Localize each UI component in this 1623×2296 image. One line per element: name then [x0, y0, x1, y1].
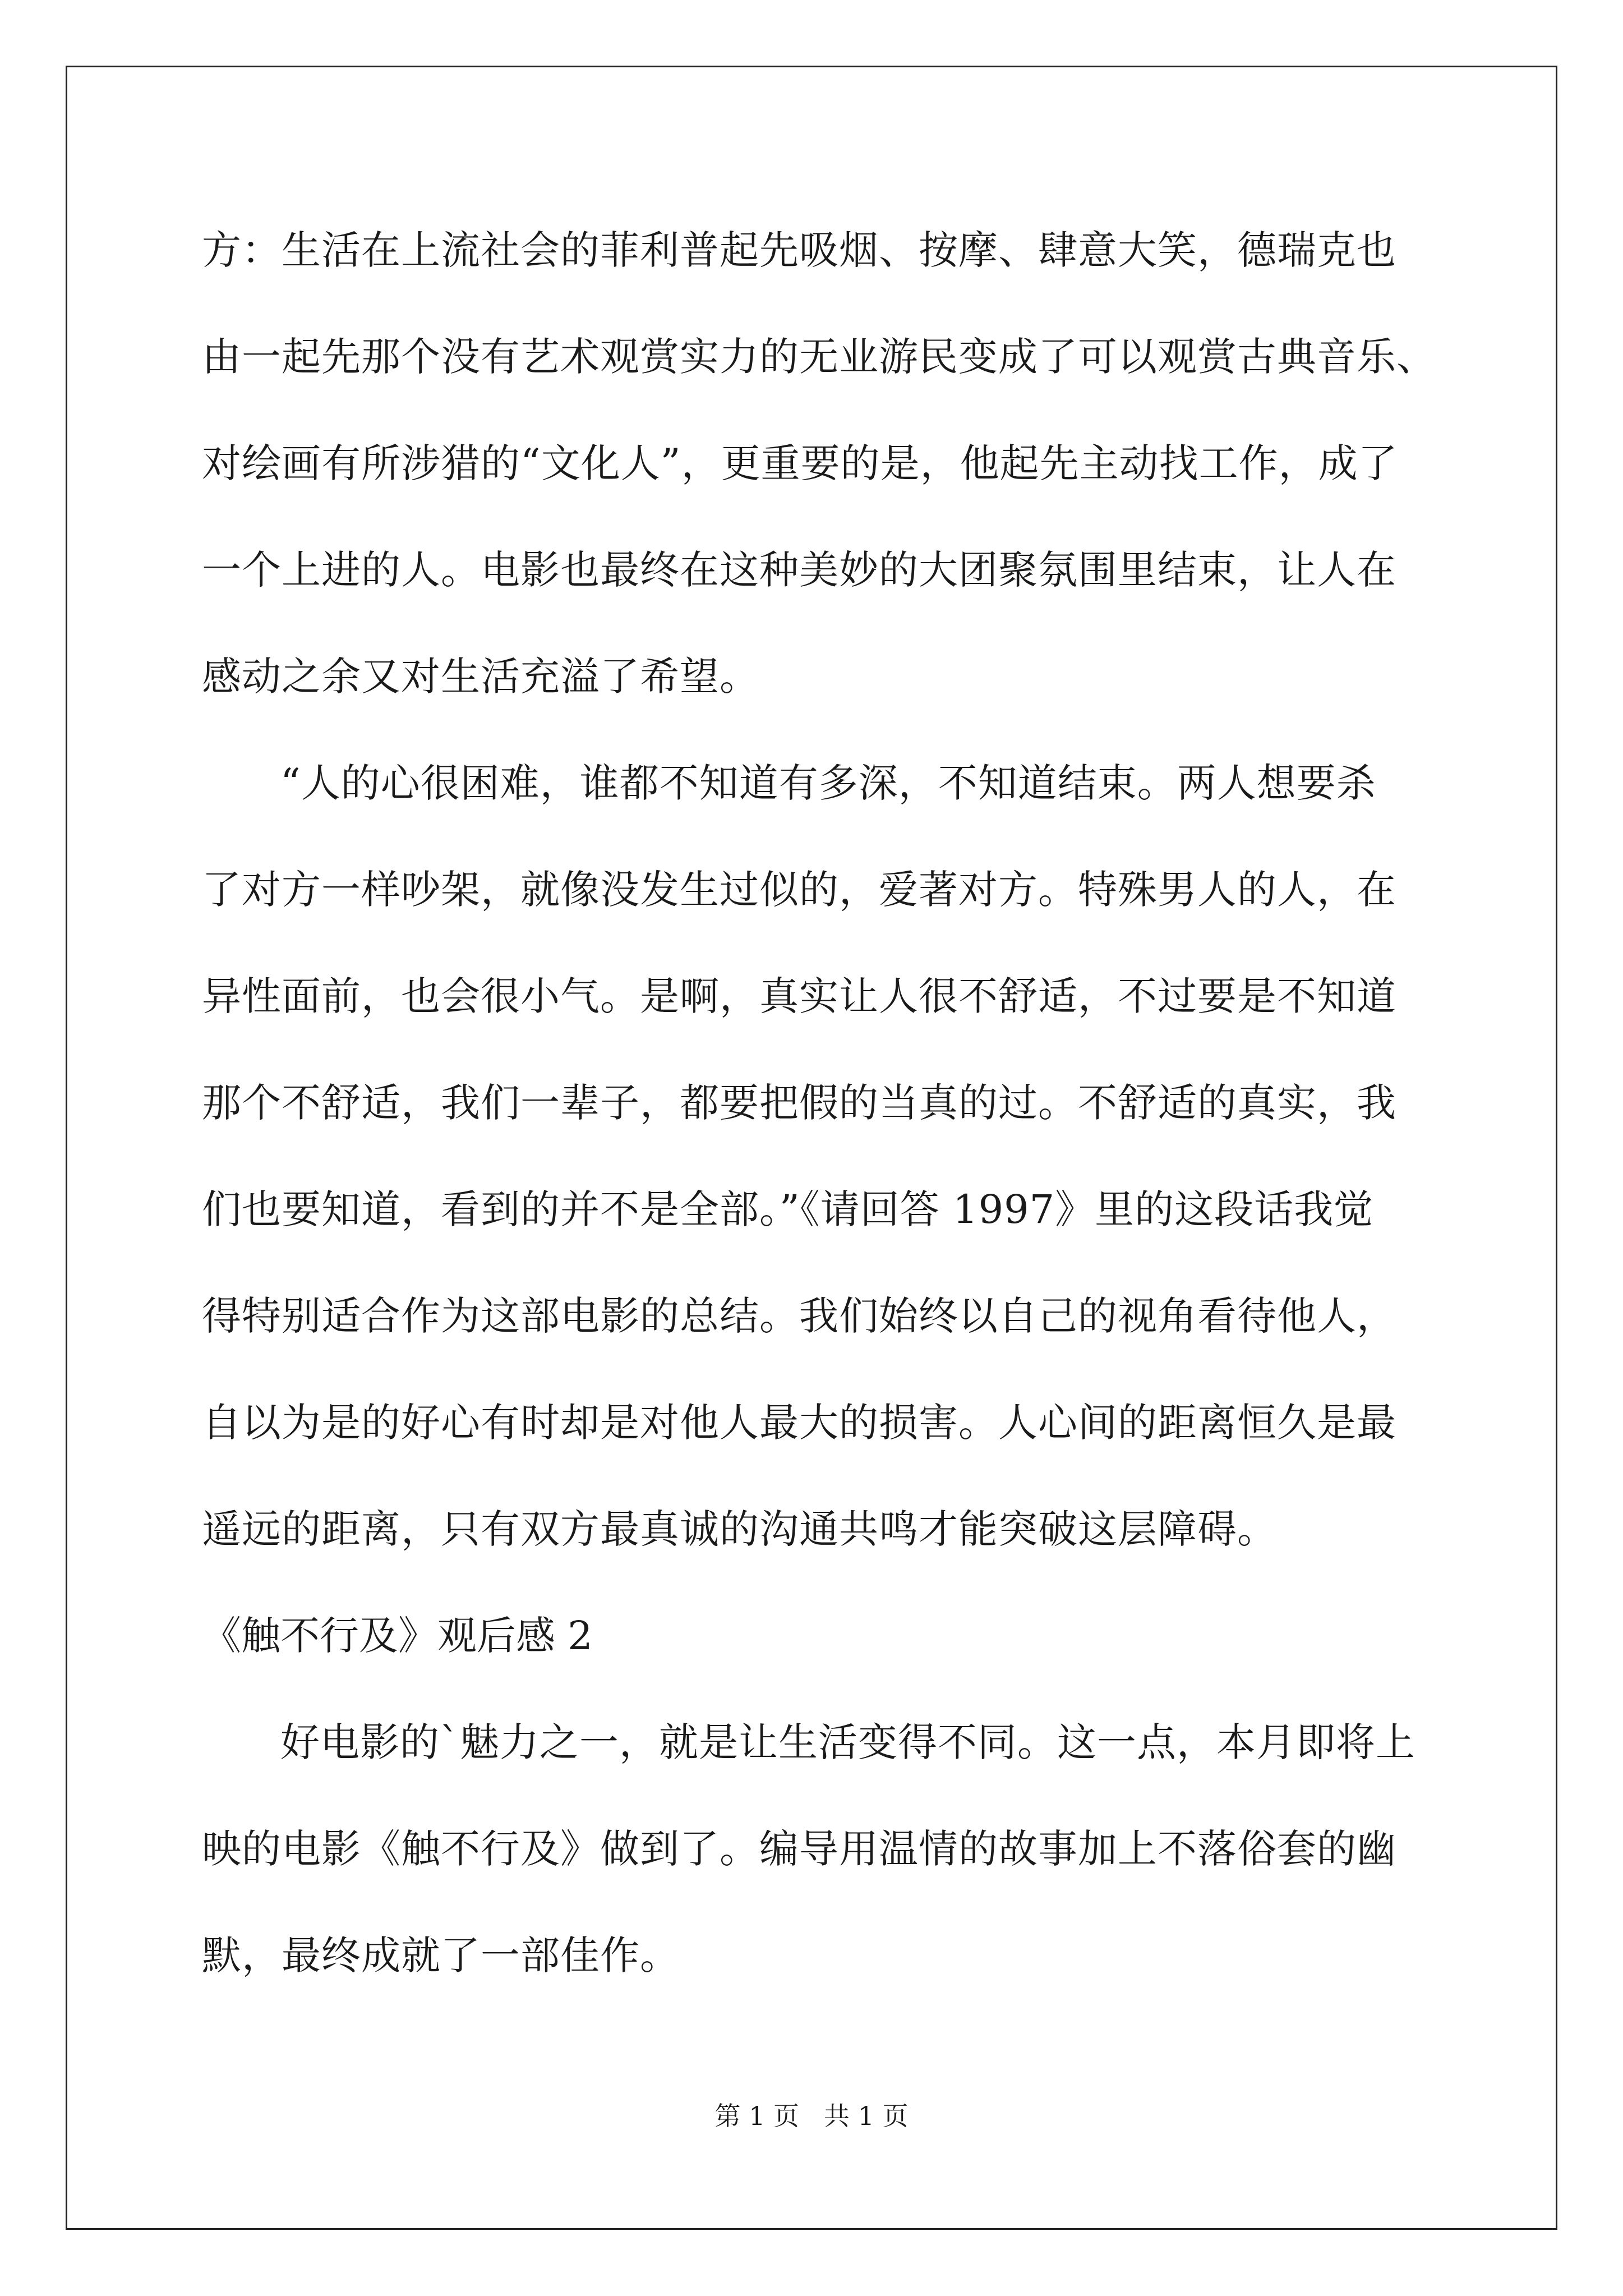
page-number: 第 1 页: [714, 2101, 799, 2131]
paragraph-line: 一个上进的人。电影也最终在这种美妙的大团聚氛围里结束，让人在: [202, 547, 1396, 593]
paragraph-line: 自以为是的好心有时却是对他人最大的损害。人心间的距离恒久是最: [202, 1400, 1396, 1446]
paragraph-line: 方：生活在上流社会的菲利普起先吸烟、按摩、肆意大笑，德瑞克也: [202, 227, 1396, 273]
paragraph-line: 那个不舒适，我们一辈子，都要把假的当真的过。不舒适的真实，我: [202, 1080, 1396, 1126]
paragraph-line: 了对方一样吵架，就像没发生过似的，爱著对方。特殊男人的人，在: [202, 867, 1396, 913]
paragraph-line: 感动之余又对生活充溢了希望。: [202, 654, 759, 700]
paragraph-line: 们也要知道，看到的并不是全部。”《请回答 1997》里的这段话我觉: [202, 1186, 1374, 1232]
page-total: 共 1 页: [824, 2101, 909, 2131]
paragraph-line: 得特别适合作为这部电影的总结。我们始终以自己的视角看待他人，: [202, 1293, 1396, 1339]
paragraph-line: 遥远的距离，只有双方最真诚的沟通共鸣才能突破这层障碍。: [202, 1506, 1277, 1552]
paragraph-line: 由一起先那个没有艺术观赏实力的无业游民变成了可以观赏古典音乐、: [202, 334, 1436, 380]
paragraph-line: 默，最终成就了一部佳作。: [202, 1932, 680, 1978]
section-heading: 《触不行及》观后感 2: [202, 1613, 593, 1659]
paragraph-line: 异性面前，也会很小气。是啊，真实让人很不舒适，不过要是不知道: [202, 973, 1396, 1019]
document-body: [202, 220, 1436, 2032]
paragraph-line: 好电影的`魅力之一，就是让生活变得不同。这一点，本月即将上: [280, 1719, 1415, 1765]
paragraph-line: 对绘画有所涉猎的“文化人”，更重要的是，他起先主动找工作，成了: [202, 440, 1398, 486]
paragraph-line: “人的心很困难，谁都不知道有多深，不知道结束。两人想要杀: [280, 760, 1376, 806]
paragraph-line: 映的电影《触不行及》做到了。编导用温情的故事加上不落俗套的幽: [202, 1826, 1396, 1872]
page-footer: [0, 2099, 1623, 2133]
